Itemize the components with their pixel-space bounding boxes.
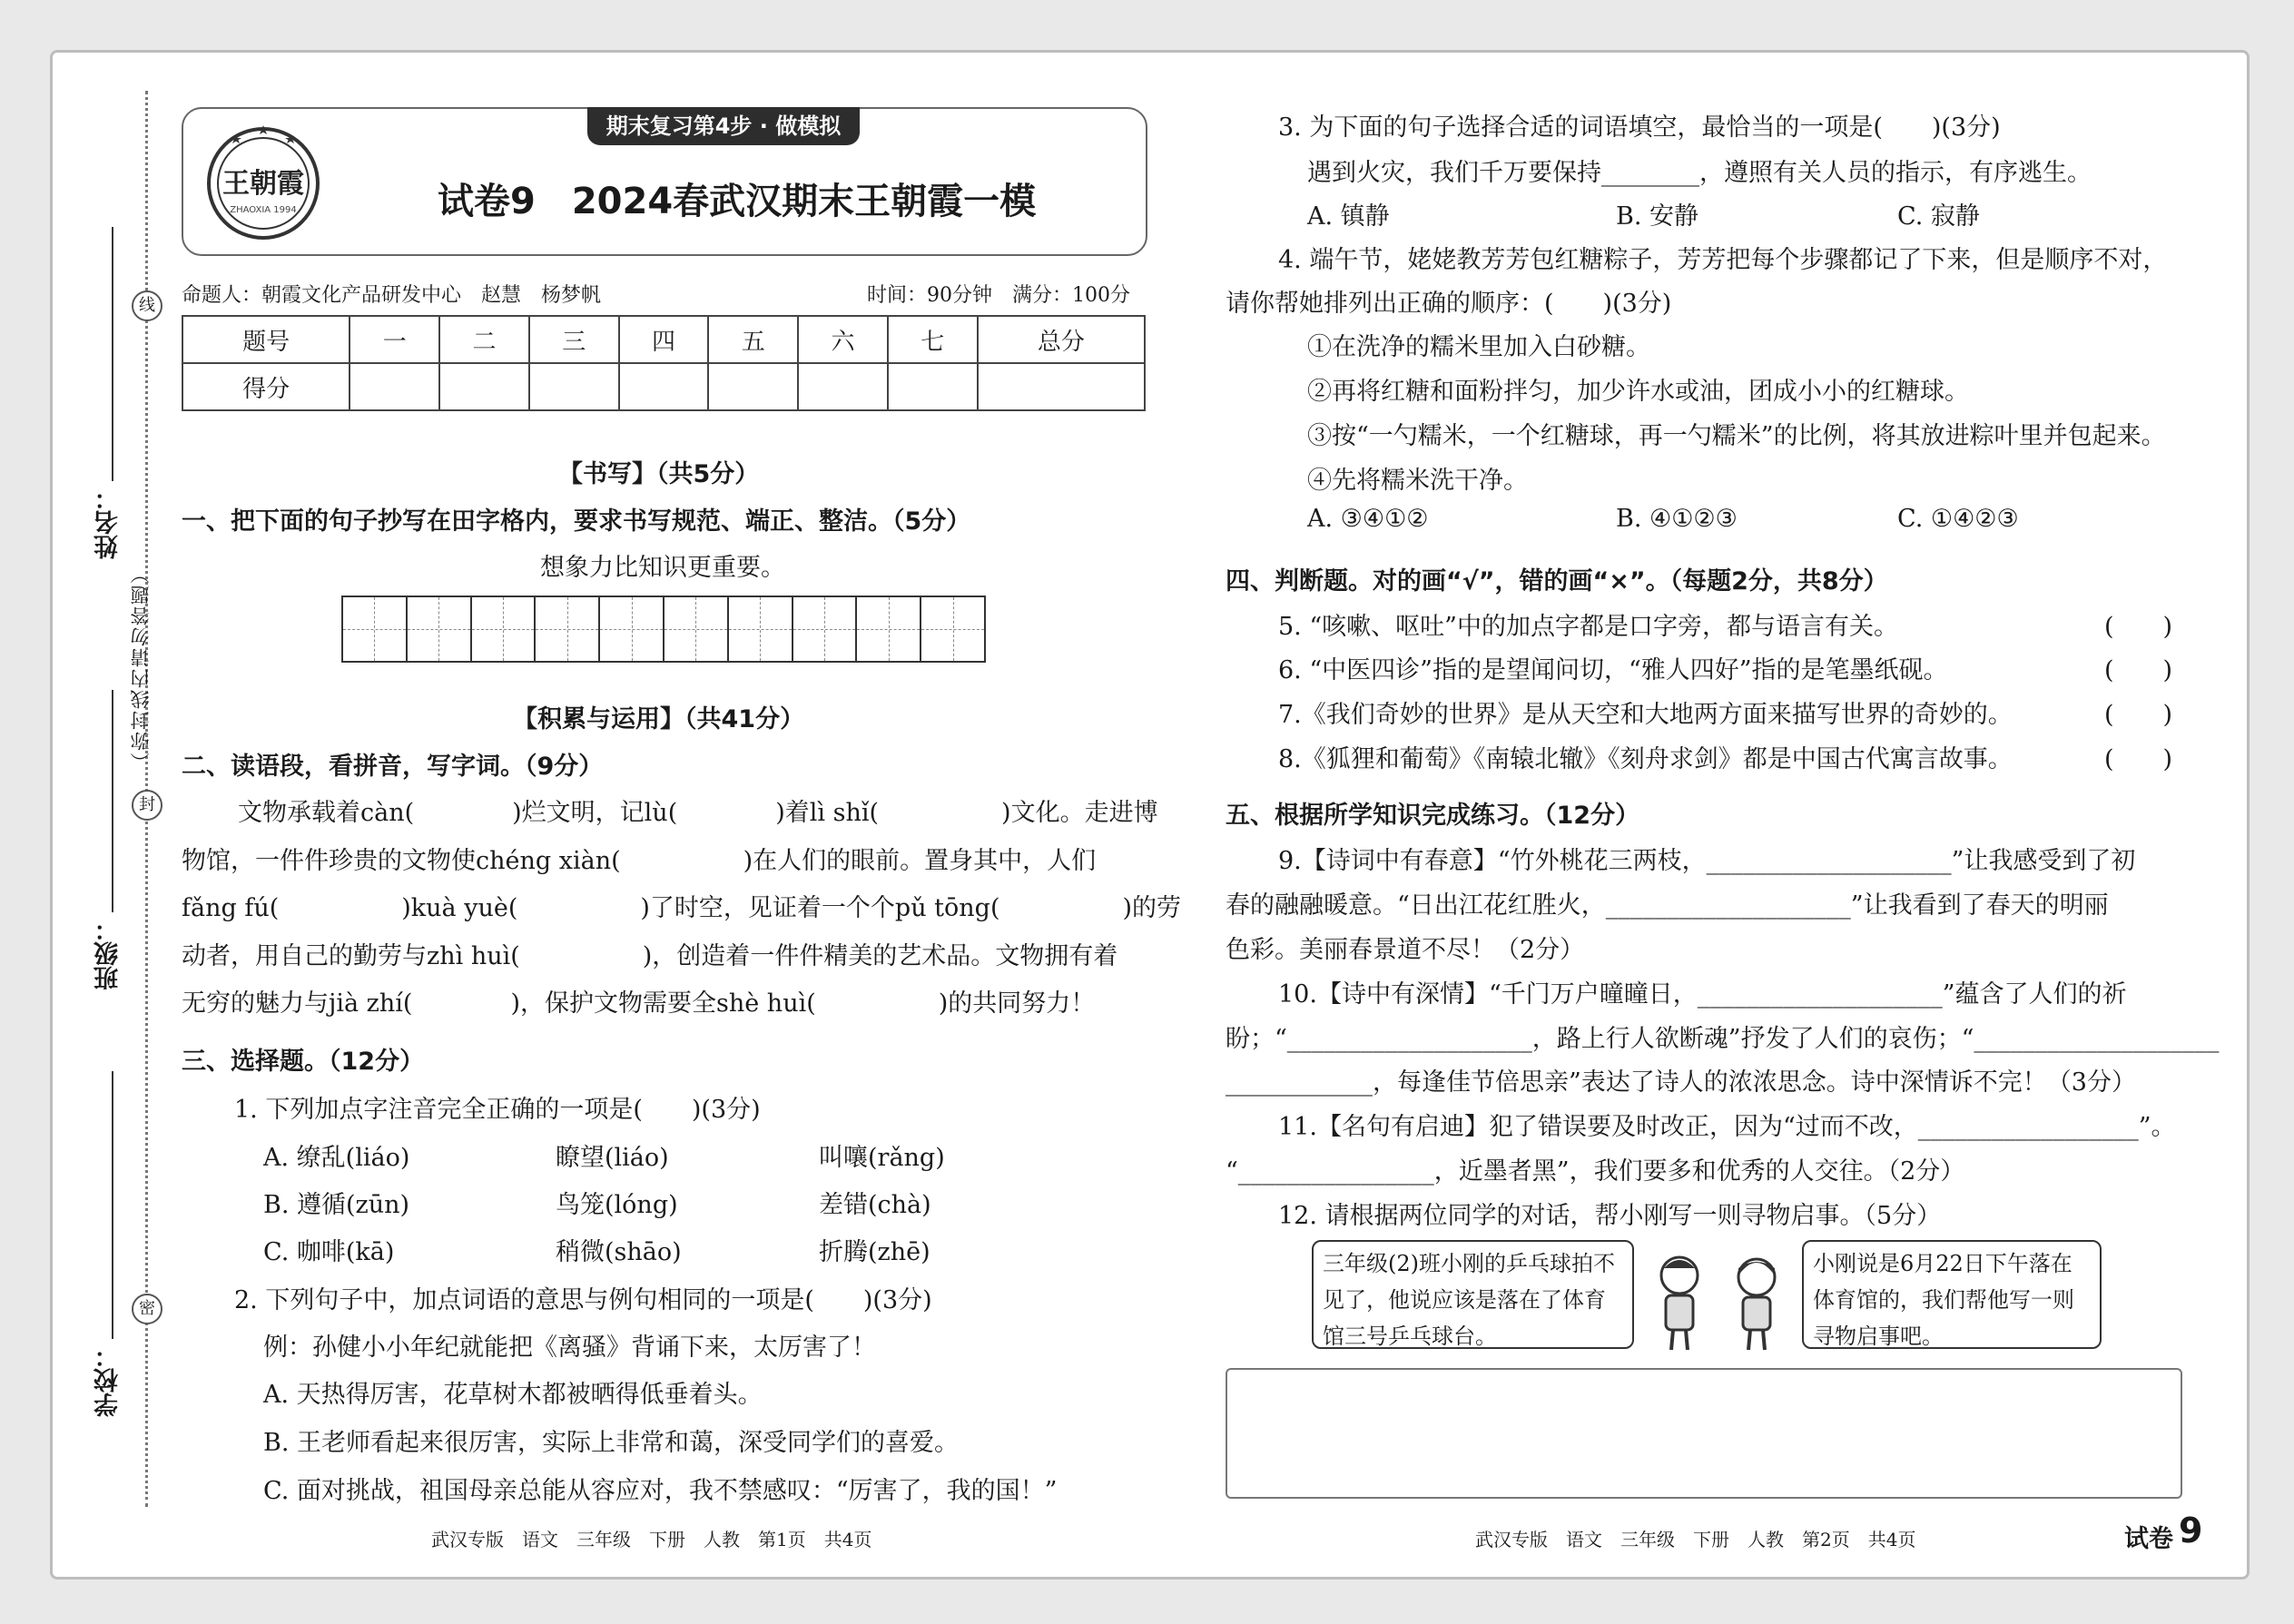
q3-4-option: C. ①④②③ <box>1897 505 2019 533</box>
q4-answer-paren[interactable]: ( ) <box>2104 613 2173 641</box>
q9-line: 春的融融暖意。“日出江花红胜火，____________________”让我看到了春天的明丽 <box>1226 891 2109 920</box>
q2-line: fǎng fú( )kuà yuè( )了时空，见证着一个个pǔ tōng( )的劳 <box>182 894 1182 922</box>
q4-item: 5. “咳嗽、呕吐”中的加点字都是口字旁，都与语言有关。 <box>1278 613 1898 641</box>
q3-1-option: 鸟笼(lóng) <box>556 1191 678 1219</box>
q1-title: 一、把下面的句子抄写在田字格内，要求书写规范、端正、整洁。（5分） <box>182 507 971 536</box>
q2-line: 动者，用自己的勤劳与zhì huì( )，创造着一件件精美的艺术品。文物拥有着 <box>182 942 1118 970</box>
q3-3-option: B. 安静 <box>1616 202 1699 231</box>
exam-header <box>182 107 1147 256</box>
q3-2-example: 例：孙健小小年纪就能把《离骚》背诵下来，太厉害了！ <box>263 1334 876 1362</box>
class-label: 班级： <box>94 917 123 990</box>
tianzige-cell[interactable] <box>793 597 858 661</box>
q3-title: 三、选择题。（12分） <box>182 1048 425 1076</box>
score-header-cell: 题号 <box>182 316 350 363</box>
score-cell[interactable] <box>708 363 798 410</box>
tianzige-cell[interactable] <box>600 597 665 661</box>
score-header-cell: 五 <box>708 316 798 363</box>
q3-3-sentence: 遇到火灾，我们千万要保持________，遵照有关人员的指示，有序逃生。 <box>1307 159 2092 187</box>
q10-line: 盼；“____________________，路上行人欲断魂”抒发了人们的哀伤；“____________________ <box>1226 1025 2220 1053</box>
q3-3: 3. 为下面的句子选择合适的词语填空，最恰当的一项是( )(3分) <box>1278 113 2001 142</box>
score-header-cell: 七 <box>888 316 978 363</box>
q11-line: 11.【名句有启迪】犯了错误要及时改正，因为“过而不改，__________________”。 <box>1278 1113 2176 1141</box>
score-cell[interactable] <box>798 363 888 410</box>
q3-2-option: A. 天热得厉害，花草树木都被晒得低垂着头。 <box>263 1381 763 1409</box>
footer-right: 武汉专版 语文 三年级 下册 人教 第2页 共4页 <box>1475 1529 1916 1550</box>
tianzige-cell[interactable] <box>921 597 984 661</box>
q4-title: 四、判断题。对的画“√”，错的画“×”。（每题2分，共8分） <box>1226 567 1888 595</box>
zhaoxia-logo-icon <box>200 118 327 245</box>
q3-1-option: 折腾(zhē) <box>819 1238 930 1266</box>
time-score: 时间：90分钟 满分：100分 <box>867 284 1130 307</box>
paper-number: 9 <box>2179 1511 2203 1550</box>
q2-title: 二、读语段，看拼音，写字词。（9分） <box>182 753 604 781</box>
paper-label: 试卷 <box>2124 1525 2173 1553</box>
q3-4-option: B. ④①②③ <box>1616 505 1738 533</box>
section-writing: 【书写】（共5分） <box>558 460 760 488</box>
class-field[interactable] <box>112 690 113 912</box>
q3-1: 1. 下列加点字注音完全正确的一项是( )(3分) <box>234 1096 761 1124</box>
q5-title: 五、根据所学知识完成练习。（12分） <box>1226 802 1640 830</box>
q3-1-option: 稍微(shāo) <box>556 1238 682 1266</box>
tianzige-cell[interactable] <box>857 597 921 661</box>
step-tab: 期末复习第4步 · 做模拟 <box>587 107 860 145</box>
q3-1-option: 差错(chà) <box>819 1191 931 1219</box>
school-label: 学校： <box>94 1343 123 1417</box>
q3-4-line: 请你帮她排列出正确的顺序：( )(3分) <box>1226 290 1672 318</box>
seal-mark-seal: 封 <box>132 790 162 821</box>
tianzige-cell[interactable] <box>729 597 793 661</box>
q3-1-option: 叫嚷(rǎng) <box>819 1144 945 1172</box>
score-table <box>182 315 1146 411</box>
score-header-cell: 一 <box>350 316 439 363</box>
q4-item: 6. “中医四诊”指的是望闻问切，“雅人四好”指的是笔墨纸砚。 <box>1278 656 1948 684</box>
q3-2-option: B. 王老师看起来很厉害，实际上非常和蔼，深受同学们的喜爱。 <box>263 1429 960 1457</box>
q4-answer-paren[interactable]: ( ) <box>2104 745 2173 773</box>
tianzige-cell[interactable] <box>472 597 537 661</box>
logo-text: 王朝霞 <box>222 168 304 200</box>
q2-line: 文物承载着càn( )烂文明，记lù( )着lì shǐ( )文化。走进博 <box>238 799 1158 827</box>
score-row-label: 得分 <box>182 363 350 410</box>
score-header-cell: 四 <box>619 316 709 363</box>
q4-answer-paren[interactable]: ( ) <box>2104 701 2173 729</box>
q3-2: 2. 下列句子中，加点词语的意思与例句相同的一项是( )(3分) <box>234 1286 932 1314</box>
q3-1-option: A. 缭乱(liáo) <box>263 1144 410 1172</box>
q3-3-option: C. 寂静 <box>1897 202 1980 231</box>
score-cell[interactable] <box>529 363 619 410</box>
tianzige-cell[interactable] <box>665 597 729 661</box>
seal-mark-secret: 密 <box>132 1294 162 1324</box>
q3-4-step: ④先将糯米洗干净。 <box>1307 467 1528 495</box>
score-cell[interactable] <box>619 363 709 410</box>
footer-left: 武汉专版 语文 三年级 下册 人教 第1页 共4页 <box>431 1529 872 1550</box>
q1-sentence: 想象力比知识更重要。 <box>540 554 785 582</box>
authors: 命题人：朝霞文化产品研发中心 赵慧 杨梦帆 <box>182 284 602 307</box>
q9-line: 9.【诗词中有春意】“竹外桃花三两枝，____________________”让我感受到了初 <box>1278 847 2136 875</box>
score-header-cell: 二 <box>439 316 529 363</box>
tianzige-cell[interactable] <box>408 597 472 661</box>
q3-4-step: ①在洗净的糯米里加入白砂糖。 <box>1307 333 1650 361</box>
logo-sub: ZHAOXIA 1994 <box>230 205 297 215</box>
name-label: 姓名： <box>94 486 123 559</box>
score-cell[interactable] <box>439 363 529 410</box>
q3-3-option: A. 镇静 <box>1307 202 1390 231</box>
school-field[interactable] <box>112 1071 113 1339</box>
q4-answer-paren[interactable]: ( ) <box>2104 656 2173 684</box>
q3-1-option: C. 咖啡(kā) <box>263 1238 395 1266</box>
score-header-cell: 三 <box>529 316 619 363</box>
q3-1-option: B. 遵循(zūn) <box>263 1191 410 1219</box>
section-accumulation: 【积累与运用】（共41分） <box>513 705 805 733</box>
score-header-cell: 六 <box>798 316 888 363</box>
q3-4-option: A. ③④①② <box>1307 505 1429 533</box>
q2-line: 无穷的魅力与jià zhí( )，保护文物需要全shè huì( )的共同努力！ <box>182 989 1096 1018</box>
tianzige-grid[interactable] <box>341 595 986 663</box>
lost-notice-answer-box[interactable] <box>1226 1368 2182 1499</box>
q2-line: 物馆，一件件珍贵的文物使chéng xiàn( )在人们的眼前。置身其中，人们 <box>182 847 1097 875</box>
q4-item: 7.《我们奇妙的世界》是从天空和大地两方面来描写世界的奇妙的。 <box>1278 701 2013 729</box>
q11-line: “________________，近墨者黑”，我们要多和优秀的人交往。（2分） <box>1226 1157 1965 1186</box>
q3-2-option: C. 面对挑战，祖国母亲总能从容应对，我不禁感叹：“厉害了，我的国！” <box>263 1477 1058 1505</box>
q10-line: ____________，每逢佳节倍思亲”表达了诗人的浓浓思念。诗中深情诉不完！（3分） <box>1226 1068 2136 1097</box>
tianzige-cell[interactable] <box>343 597 408 661</box>
score-header-row <box>182 316 1145 363</box>
q4-item: 8.《狐狸和葡萄》《南辕北辙》《刻舟求剑》都是中国古代寓言故事。 <box>1278 745 2013 773</box>
students-talking-icon <box>1639 1248 1802 1353</box>
q3-4-line: 4. 端午节，姥姥教芳芳包红糖粽子，芳芳把每个步骤都记了下来，但是顺序不对， <box>1278 246 2168 274</box>
q3-4-step: ②再将红糖和面粉拌匀，加少许水或油，团成小小的红糖球。 <box>1307 378 1969 406</box>
exam-title: 试卷9 2024春武汉期末王朝霞一模 <box>438 181 1037 222</box>
seal-mark-line: 线 <box>132 290 162 321</box>
score-header-cell: 总分 <box>978 316 1145 363</box>
tianzige-cell[interactable] <box>536 597 600 661</box>
q10-line: 10.【诗中有深情】“千门万户曈曈日，____________________”蕴含了人们的祈 <box>1278 980 2127 1009</box>
score-cell[interactable] <box>350 363 439 410</box>
q3-1-option: 瞭望(liáo) <box>556 1144 669 1172</box>
q12-title: 12. 请根据两位同学的对话，帮小刚写一则寻物启事。（5分） <box>1278 1202 1942 1230</box>
seal-note: （弥封线内请勿答题） <box>130 563 152 772</box>
q3-4-step: ③按“一勺糯米，一个红糖球，再一勺糯米”的比例，将其放进粽叶里并包起来。 <box>1307 422 2166 450</box>
name-field[interactable] <box>112 227 113 481</box>
score-cell[interactable] <box>978 363 1145 410</box>
dialogue-bubble-right: 小刚说是6月22日下午落在体育馆的，我们帮他写一则寻物启事吧。 <box>1802 1240 2102 1349</box>
dialogue-bubble-left: 三年级(2)班小刚的乒乓球拍不见了，他说应该是落在了体育馆三号乒乓球台。 <box>1312 1240 1634 1349</box>
score-row <box>182 363 1145 410</box>
q9-line: 色彩。美丽春景道不尽！（2分） <box>1226 936 1585 964</box>
score-cell[interactable] <box>888 363 978 410</box>
